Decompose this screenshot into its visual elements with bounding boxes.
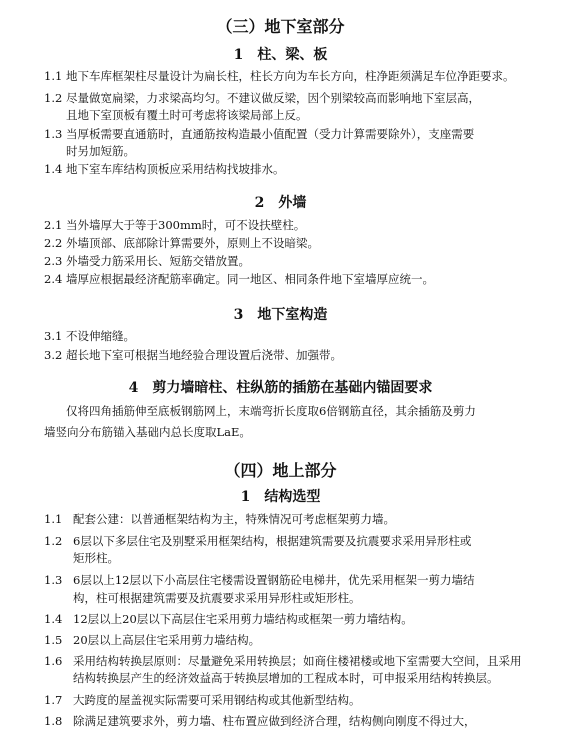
- item-text: 除满足建筑要求外，剪力墙、柱布置应做到经济合理，结构侧向刚度不得过大，: [73, 714, 476, 728]
- subsection-heading-structural-selection: 1 结构选型: [240, 489, 321, 505]
- item-number: 3.1: [44, 329, 63, 343]
- item-text: 采用结构转换层原则：尽量避免采用转换层；如商住楼裙楼或地下室需要大空间，且采用: [73, 654, 522, 668]
- paragraph-text: 墙竖向分布筋锚入基础内总长度取LaE。: [44, 425, 251, 439]
- subsection-heading-anchorage-requirements: 4 剪力墙暗柱、柱纵筋的插筋在基础内锚固要求: [128, 380, 433, 396]
- item-text: 墙厚应根据最经济配筋率确定。同一地区、相同条件地下室墙厚应统一。: [66, 272, 434, 286]
- item-number: 2.1: [44, 218, 63, 232]
- item-number: 2.3: [44, 254, 63, 268]
- item-number: 2.4: [44, 272, 63, 286]
- item-number: 1.2: [44, 91, 63, 105]
- item-text: 20层以上高层住宅采用剪力墙结构。: [73, 633, 261, 647]
- item-number: 1.5: [44, 633, 63, 647]
- item-number: 1.7: [44, 693, 63, 707]
- subsection-heading-columns-beams-slabs: 1 柱、梁、板: [233, 47, 328, 63]
- item-number: 1.1: [44, 69, 63, 83]
- item-text: 大跨度的屋盖视实际需要可采用钢结构或其他新型结构。: [73, 693, 361, 707]
- item-text: 12层以上20层以下高层住宅采用剪力墙结构或框架一剪力墙结构。: [73, 612, 413, 626]
- item-text: 外墙受力筋采用长、短筋交错放置。: [66, 254, 250, 268]
- item-number: 1.6: [44, 654, 63, 668]
- item-text: 不设伸缩缝。: [66, 329, 135, 343]
- paragraph-text: 仅将四角插筋伸至底板钢筋网上，末端弯折长度取6倍钢筋直径，其余插筋及剪力: [66, 404, 476, 418]
- item-text: 地下车库框架柱尽量设计为扁长柱，柱长方向为车长方向，柱净距须满足车位净距要求。: [66, 69, 515, 83]
- item-number: 1.4: [44, 612, 63, 626]
- item-number: 1.2: [44, 534, 63, 548]
- item-text: 当厚板需要直通筋时，直通筋按构造最小值配置（受力计算需要除外），支座需要: [66, 127, 475, 141]
- item-text: 地下室车库结构顶板应采用结构找坡排水。: [66, 162, 285, 176]
- item-number: 1.1: [44, 512, 63, 526]
- item-text: 6层以下多层住宅及别墅采用框架结构，根据建筑需要及抗震要求采用异形柱或: [73, 534, 472, 548]
- item-text: 矩形柱。: [73, 551, 119, 565]
- subsection-heading-exterior-walls: 2 外墙: [254, 195, 307, 211]
- item-text: 超长地下室可根据当地经验合理设置后浇带、加强带。: [66, 348, 342, 362]
- item-number: 1.4: [44, 162, 63, 176]
- item-text: 结构转换层产生的经济效益高于转换层增加的工程成本时，可申报采用结构转换层。: [73, 671, 499, 685]
- item-text: 构，柱可根据建筑需要及抗震要求采用异形柱或矩形柱。: [73, 591, 361, 605]
- item-number: 2.2: [44, 236, 63, 250]
- item-text: 且地下室顶板有覆土时可考虑将该梁局部上反。: [66, 108, 308, 122]
- item-number: 1.8: [44, 714, 63, 728]
- subsection-heading-basement-construction: 3 地下室构造: [233, 307, 328, 323]
- section-heading-basement: （三）地下室部分: [216, 17, 345, 36]
- item-text: 配套公建：以普通框架结构为主，特殊情况可考虑框架剪力墙。: [73, 512, 395, 526]
- item-text: 尽量做宽扁梁，力求梁高均匀。不建议做反梁，因个别梁较高而影响地下室层高，: [66, 91, 480, 105]
- item-text: 当外墙厚大于等于300mm时，可不设扶壁柱。: [66, 218, 306, 232]
- item-number: 3.2: [44, 348, 63, 362]
- item-text: 外墙顶部、底部除计算需要外，原则上不设暗梁。: [66, 236, 319, 250]
- item-text: 6层以上12层以下小高层住宅楼需设置钢筋砼电梯井，优先采用框架一剪力墙结: [73, 573, 475, 587]
- item-number: 1.3: [44, 127, 63, 141]
- item-number: 1.3: [44, 573, 63, 587]
- section-heading-above-ground: （四）地上部分: [224, 461, 337, 480]
- item-text: 时另加短筋。: [66, 144, 135, 158]
